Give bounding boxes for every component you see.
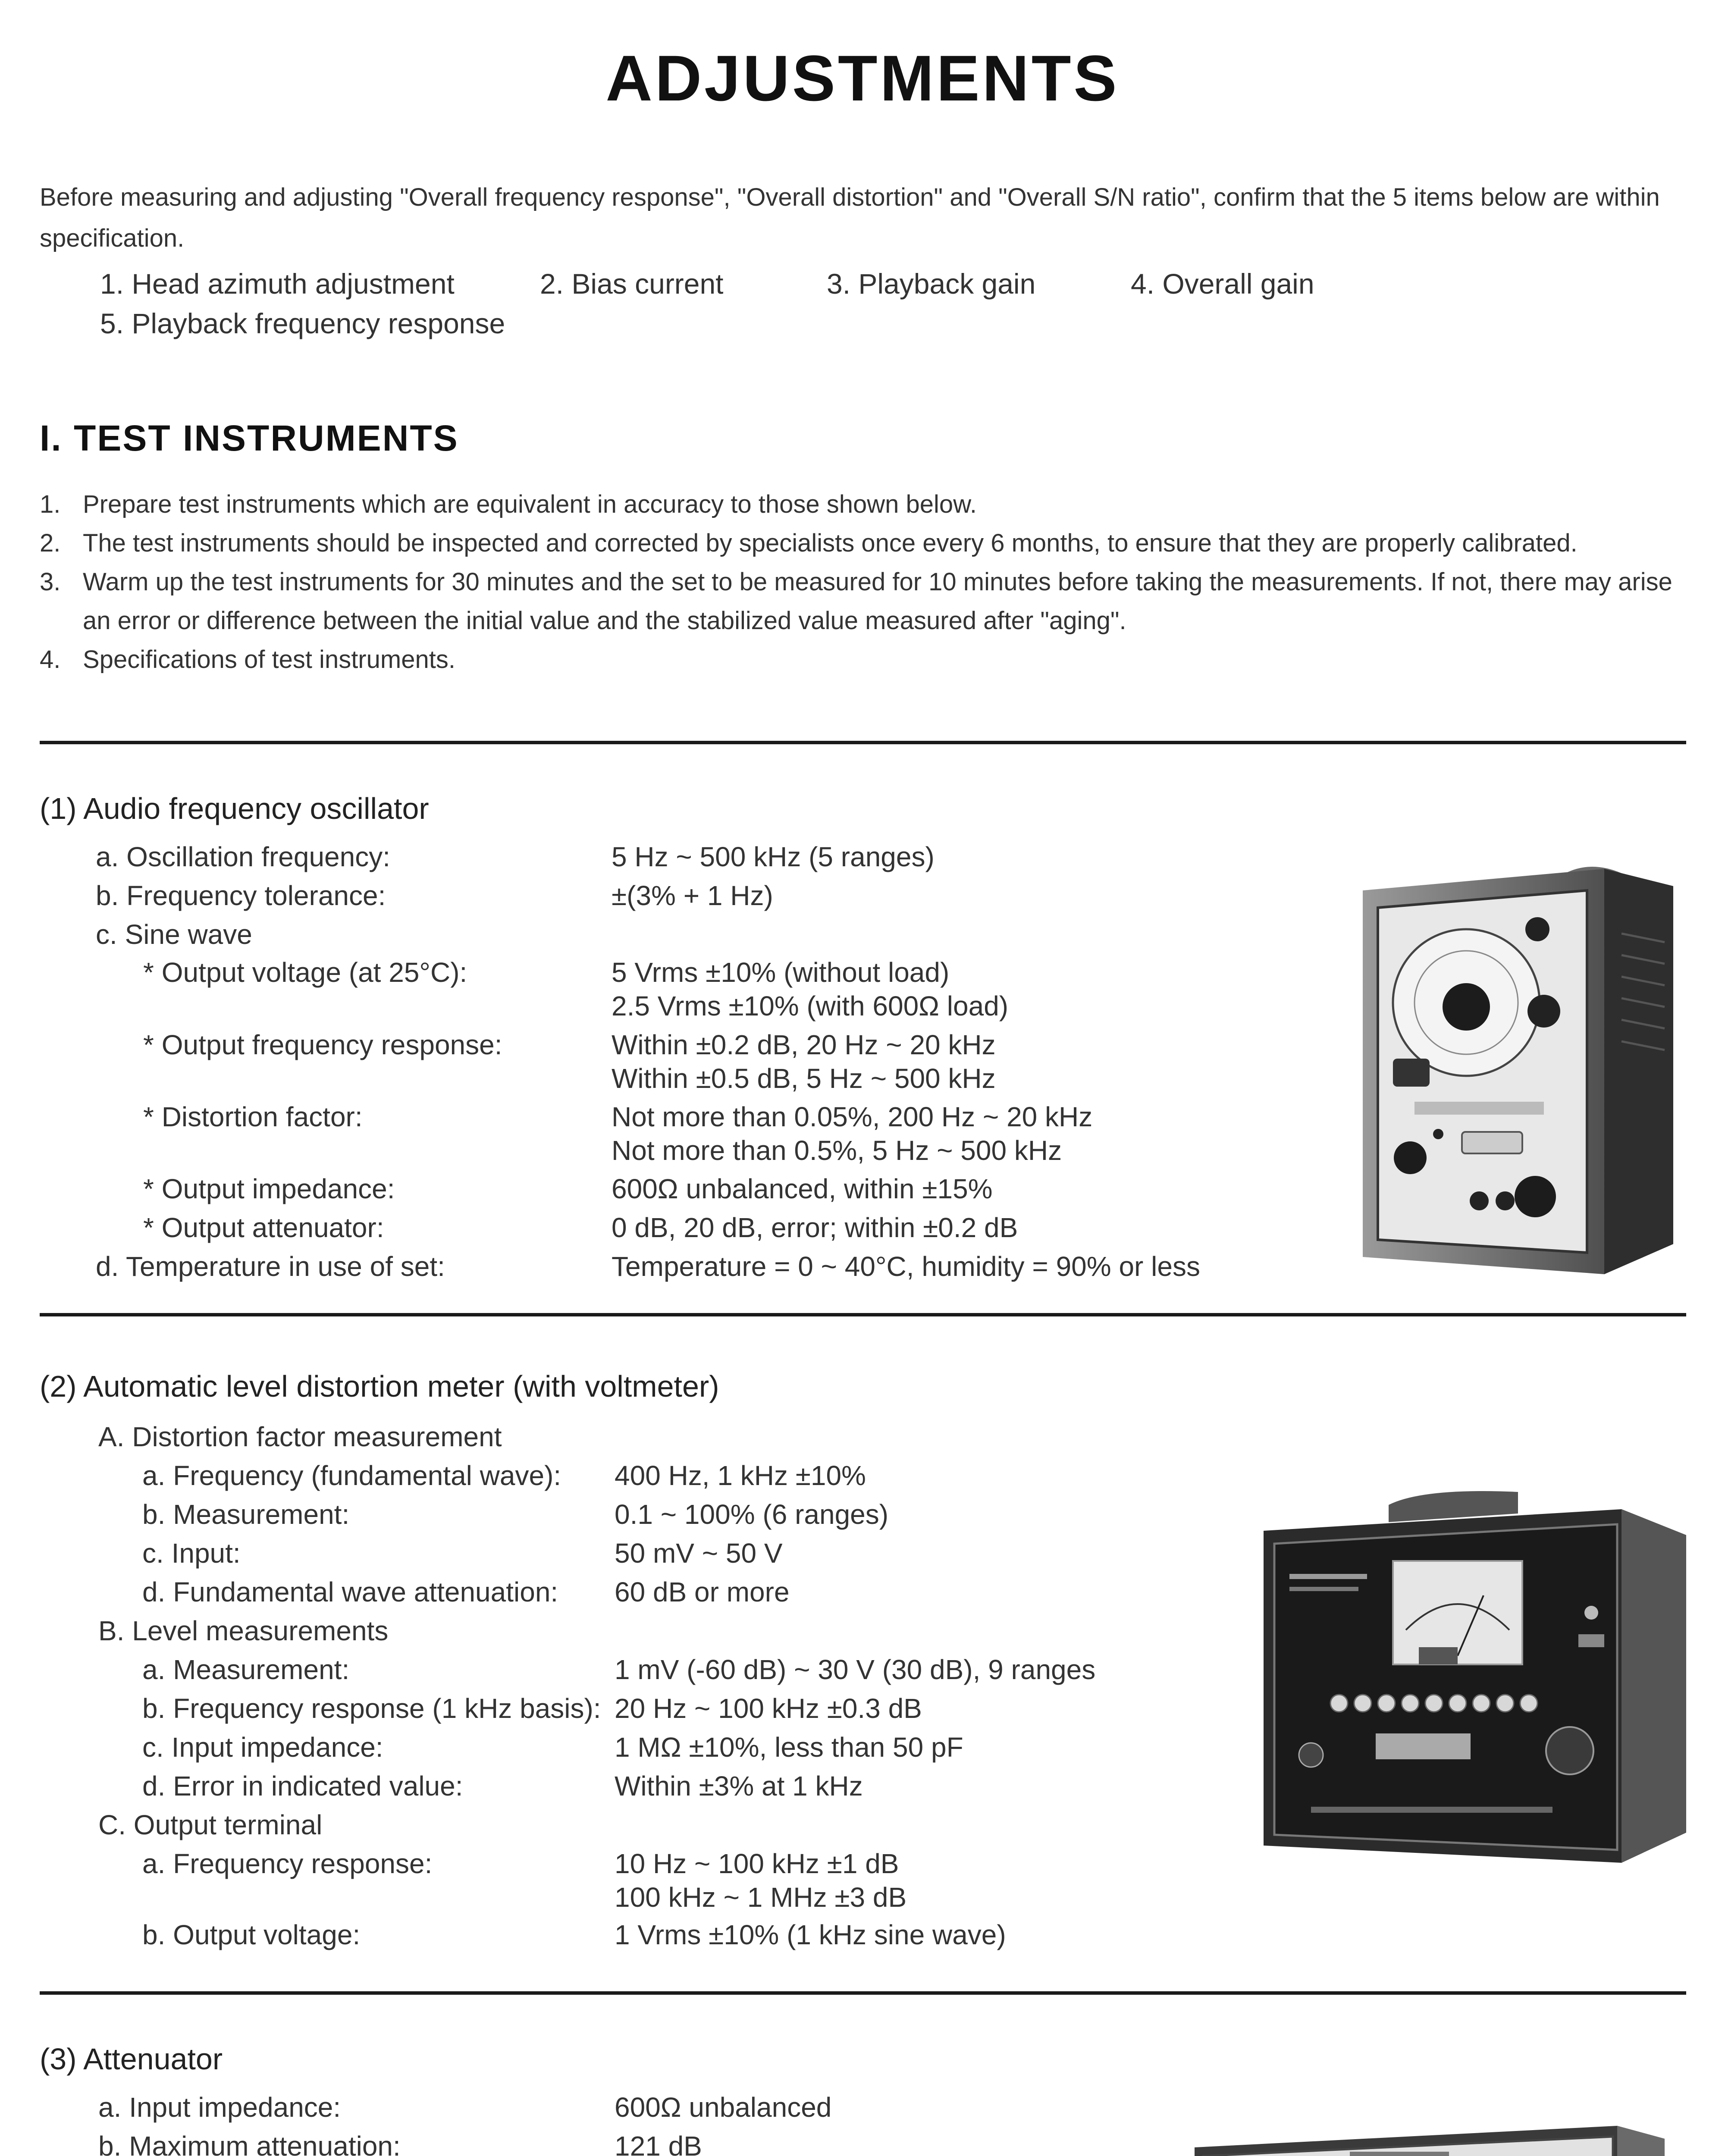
spec-label: d. Fundamental wave attenuation: xyxy=(142,1576,558,1608)
spec-label: c. Input impedance: xyxy=(142,1732,383,1763)
spec-value: 60 dB or more xyxy=(615,1576,790,1608)
note-number: 3. xyxy=(40,568,61,596)
attenuator-photo xyxy=(1186,2113,1669,2156)
distortion-meter-photo xyxy=(1259,1479,1686,1867)
note-text: Warm up the test instruments for 30 minutes and the set to be measured for 10 minutes before taking the measurements. If not, there may arise an error or difference between the initial value and the stabilized value measured after "aging". xyxy=(83,568,1672,635)
spec-value: 20 Hz ~ 100 kHz ±0.3 dB xyxy=(615,1693,922,1724)
spec-label: * Distortion factor: xyxy=(143,1101,363,1132)
spec-label: b. Maximum attenuation: xyxy=(98,2131,401,2156)
spec-value: Not more than 0.5%, 5 Hz ~ 500 kHz xyxy=(612,1135,1062,1166)
prerequisite-checklist xyxy=(100,267,1523,347)
spec-label: * Output frequency response: xyxy=(143,1029,502,1060)
spec-label: c. Input: xyxy=(142,1538,241,1569)
spec-value: 0 dB, 20 dB, error; within ±0.2 dB xyxy=(612,1212,1018,1243)
note-item xyxy=(40,524,1687,563)
note-number: 1. xyxy=(40,490,61,518)
spec-value: Within ±0.5 dB, 5 Hz ~ 500 kHz xyxy=(612,1063,996,1094)
note-number: 2. xyxy=(40,529,61,557)
spec-label: * Output impedance: xyxy=(143,1173,395,1204)
spec-label: b. Frequency response (1 kHz basis): xyxy=(142,1693,601,1724)
spec-value: 121 dB xyxy=(615,2131,702,2156)
attenuator-heading: (3) Attenuator xyxy=(40,2042,223,2076)
checklist-item: 1. Head azimuth adjustment xyxy=(100,268,455,300)
spec-group-label: B. Level measurements xyxy=(98,1615,389,1646)
divider xyxy=(40,741,1686,744)
spec-label: a. Oscillation frequency: xyxy=(96,841,390,872)
note-item xyxy=(40,485,1687,524)
note-item xyxy=(40,563,1687,640)
spec-value: 2.5 Vrms ±10% (with 600Ω load) xyxy=(612,990,1009,1022)
spec-value: 600Ω unbalanced, within ±15% xyxy=(612,1173,993,1204)
spec-label: b. Output voltage: xyxy=(142,1919,361,1950)
spec-label: b. Measurement: xyxy=(142,1499,350,1530)
spec-label: * Output attenuator: xyxy=(143,1212,384,1243)
spec-label: a. Measurement: xyxy=(142,1654,350,1685)
spec-value: 100 kHz ~ 1 MHz ±3 dB xyxy=(615,1882,907,1913)
intro-paragraph: Before measuring and adjusting "Overall frequency response", "Overall distortion" and "Overall S/N ratio", confirm that the 5 items below are within specification. xyxy=(40,183,1660,252)
note-number: 4. xyxy=(40,646,61,674)
spec-label: d. Temperature in use of set: xyxy=(96,1251,445,1282)
note-text: The test instruments should be inspected and corrected by specialists once every 6 months, to ensure that they are properly calibrated. xyxy=(83,529,1578,557)
spec-label: c. Sine wave xyxy=(96,919,252,950)
checklist-item: 3. Playback gain xyxy=(827,268,1036,300)
attenuator-spec xyxy=(0,2091,1251,2156)
spec-value: Not more than 0.05%, 200 Hz ~ 20 kHz xyxy=(612,1101,1093,1132)
divider xyxy=(40,1313,1686,1316)
checklist-item: 5. Playback frequency response xyxy=(100,307,505,339)
spec-value: 600Ω unbalanced xyxy=(615,2092,832,2123)
spec-value: 50 mV ~ 50 V xyxy=(615,1538,783,1569)
oscillator-photo xyxy=(1363,856,1673,1279)
distortion-meter-spec xyxy=(0,1421,1251,1981)
spec-value: 5 Hz ~ 500 kHz (5 ranges) xyxy=(612,841,935,872)
spec-value: 5 Vrms ±10% (without load) xyxy=(612,957,950,988)
spec-value: 400 Hz, 1 kHz ±10% xyxy=(615,1460,866,1491)
note-text: Specifications of test instruments. xyxy=(83,646,455,674)
spec-label: a. Frequency response: xyxy=(142,1848,433,1879)
spec-value: Within ±0.2 dB, 20 Hz ~ 20 kHz xyxy=(612,1029,996,1060)
spec-label: a. Input impedance: xyxy=(98,2092,341,2123)
divider xyxy=(40,1991,1686,1995)
spec-group-label: C. Output terminal xyxy=(98,1809,323,1840)
spec-value: Temperature = 0 ~ 40°C, humidity = 90% or less xyxy=(612,1251,1200,1282)
note-item xyxy=(40,640,1687,679)
spec-value: 0.1 ~ 100% (6 ranges) xyxy=(615,1499,889,1530)
oscillator-spec xyxy=(0,841,1251,1294)
note-text: Prepare test instruments which are equivalent in accuracy to those shown below. xyxy=(83,490,977,518)
distortion-meter-heading: (2) Automatic level distortion meter (with voltmeter) xyxy=(40,1369,719,1403)
spec-value: 10 Hz ~ 100 kHz ±1 dB xyxy=(615,1848,899,1879)
spec-value: 1 MΩ ±10%, less than 50 pF xyxy=(615,1732,963,1763)
checklist-item: 2. Bias current xyxy=(540,268,724,300)
notes-list xyxy=(40,485,1687,679)
page-title: ADJUSTMENTS xyxy=(605,42,1120,114)
section-heading: I. TEST INSTRUMENTS xyxy=(40,418,459,458)
oscillator-heading: (1) Audio frequency oscillator xyxy=(40,792,429,825)
spec-value: Within ±3% at 1 kHz xyxy=(615,1771,863,1802)
spec-value: 1 Vrms ±10% (1 kHz sine wave) xyxy=(615,1919,1006,1950)
spec-value: 1 mV (-60 dB) ~ 30 V (30 dB), 9 ranges xyxy=(615,1654,1096,1685)
spec-label: * Output voltage (at 25°C): xyxy=(143,957,467,988)
spec-value: ±(3% + 1 Hz) xyxy=(612,880,773,911)
checklist-item: 4. Overall gain xyxy=(1131,268,1314,300)
spec-label: a. Frequency (fundamental wave): xyxy=(142,1460,561,1491)
spec-label: d. Error in indicated value: xyxy=(142,1771,463,1802)
spec-group-label: A. Distortion factor measurement xyxy=(98,1421,502,1452)
spec-label: b. Frequency tolerance: xyxy=(96,880,386,911)
